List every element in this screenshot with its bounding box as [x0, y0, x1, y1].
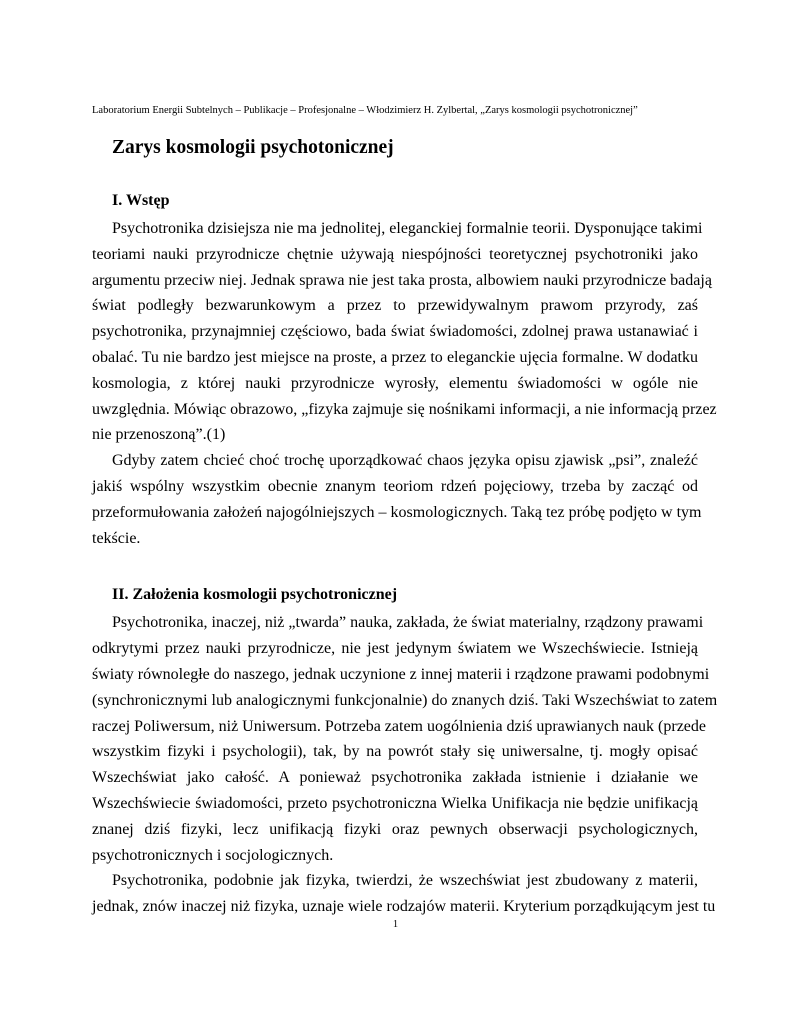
text-line: Wszechświecie świadomości, przeto psychotroniczna Wielka Unifikacja nie będzie unifikacją	[92, 794, 698, 812]
document-body	[92, 191, 718, 920]
text-line: argumentu przeciw niej. Jednak sprawa nie jest taka prosta, albowiem nauki przyrodnicze badają	[92, 271, 712, 289]
paragraph	[92, 610, 718, 868]
text-line: znanej dziś fizyki, lecz unifikacją fizyki oraz pewnych obserwacji psychologicznych,	[92, 820, 698, 838]
text-line: światy równoległe do naszego, jednak uczynione z innej materii i rządzone prawami podobnymi	[92, 665, 710, 683]
section-assumptions	[92, 585, 718, 920]
text-line: jakiś wspólny wszystkim obecnie znanym teoriom rdzeń pojęciowy, trzeba by zacząć od	[92, 477, 698, 495]
text-line: psychotronicznych i socjologicznych.	[92, 846, 334, 864]
text-line: Psychotronika dzisiejsza nie ma jednolitej, eleganckiej formalnie teorii. Dysponujące takimi	[112, 220, 703, 237]
text-line: Wszechświat jako całość. A ponieważ psychotronika zakłada istnienie i działanie we	[92, 769, 698, 787]
paragraph	[92, 216, 717, 448]
text-line: teoriami nauki przyrodnicze chętnie używają niespójności teoretycznej psychotroniki jako	[92, 245, 698, 263]
text-line: Psychotronika, inaczej, niż „twarda” nauka, zakłada, że świat materialny, rządzony prawami	[112, 614, 704, 632]
text-line: świat podległy bezwarunkowym a przez to przewidywalnym prawom przyrody, zaś	[92, 297, 698, 315]
section-introduction	[92, 191, 717, 551]
document-title: Zarys kosmologii psychotonicznej	[112, 137, 394, 158]
text-line: psychotronika, przynajmniej częściowo, bada świat świadomości, zdolnej prawa ustanawiać i	[92, 323, 698, 341]
text-line: uwzględnia. Mówiąc obrazowo, „fizyka zajmuje się nośnikami informacji, a nie informacją przez	[92, 400, 717, 418]
text-line: odkrytymi przez nauki przyrodnicze, nie jest jedynym światem we Wszechświecie. Istnieją	[92, 640, 698, 658]
text-line: Psychotronika, podobnie jak fizyka, twierdzi, że wszechświat jest zbudowany z materii,	[112, 872, 698, 890]
text-line: tekście.	[92, 529, 141, 547]
text-line: jednak, znów inaczej niż fizyka, uznaje wiele rodzajów materii. Kryterium porządkującym jest tu	[92, 898, 716, 916]
section-heading: I. Wstęp	[112, 192, 170, 209]
paragraph	[92, 868, 716, 920]
text-line: nie przenoszoną”.(1)	[92, 426, 226, 444]
paragraph	[92, 448, 702, 551]
text-line: kosmologia, z której nauki przyrodnicze wyrosły, elementu świadomości w ogóle nie	[92, 374, 698, 392]
text-line: Gdyby zatem chcieć choć trochę uporządkować chaos języka opisu zjawisk „psi”, znaleźć	[112, 452, 698, 470]
text-line: przeformułowania założeń najogólniejszych – kosmologicznych. Taką tez próbę podjęto w tym	[92, 503, 702, 521]
running-header: Laboratorium Energii Subtelnych – Publikacje – Profesjonalne – Włodzimierz H. Zylbertal, „Zarys kosmologii psychotronicznej”	[92, 105, 638, 116]
text-line: raczej Poliwersum, niż Uniwersum. Potrzeba zatem uogólnienia dziś uprawianych nauk (przede	[92, 717, 707, 735]
text-line: wszystkim fizyki i psychologii), tak, by na powrót stały się uniwersalne, tj. mogły opisać	[92, 743, 698, 761]
text-line: obalać. Tu nie bardzo jest miejsce na proste, a przez to eleganckie ujęcia formalne. W dodatku	[92, 348, 698, 366]
page-number: 1	[392, 919, 399, 930]
text-line: (synchronicznymi lub analogicznymi funkcjonalnie) do znanych dziś. Taki Wszechświat to zatem	[92, 691, 718, 709]
section-heading: II. Założenia kosmologii psychotronicznej	[112, 586, 398, 604]
